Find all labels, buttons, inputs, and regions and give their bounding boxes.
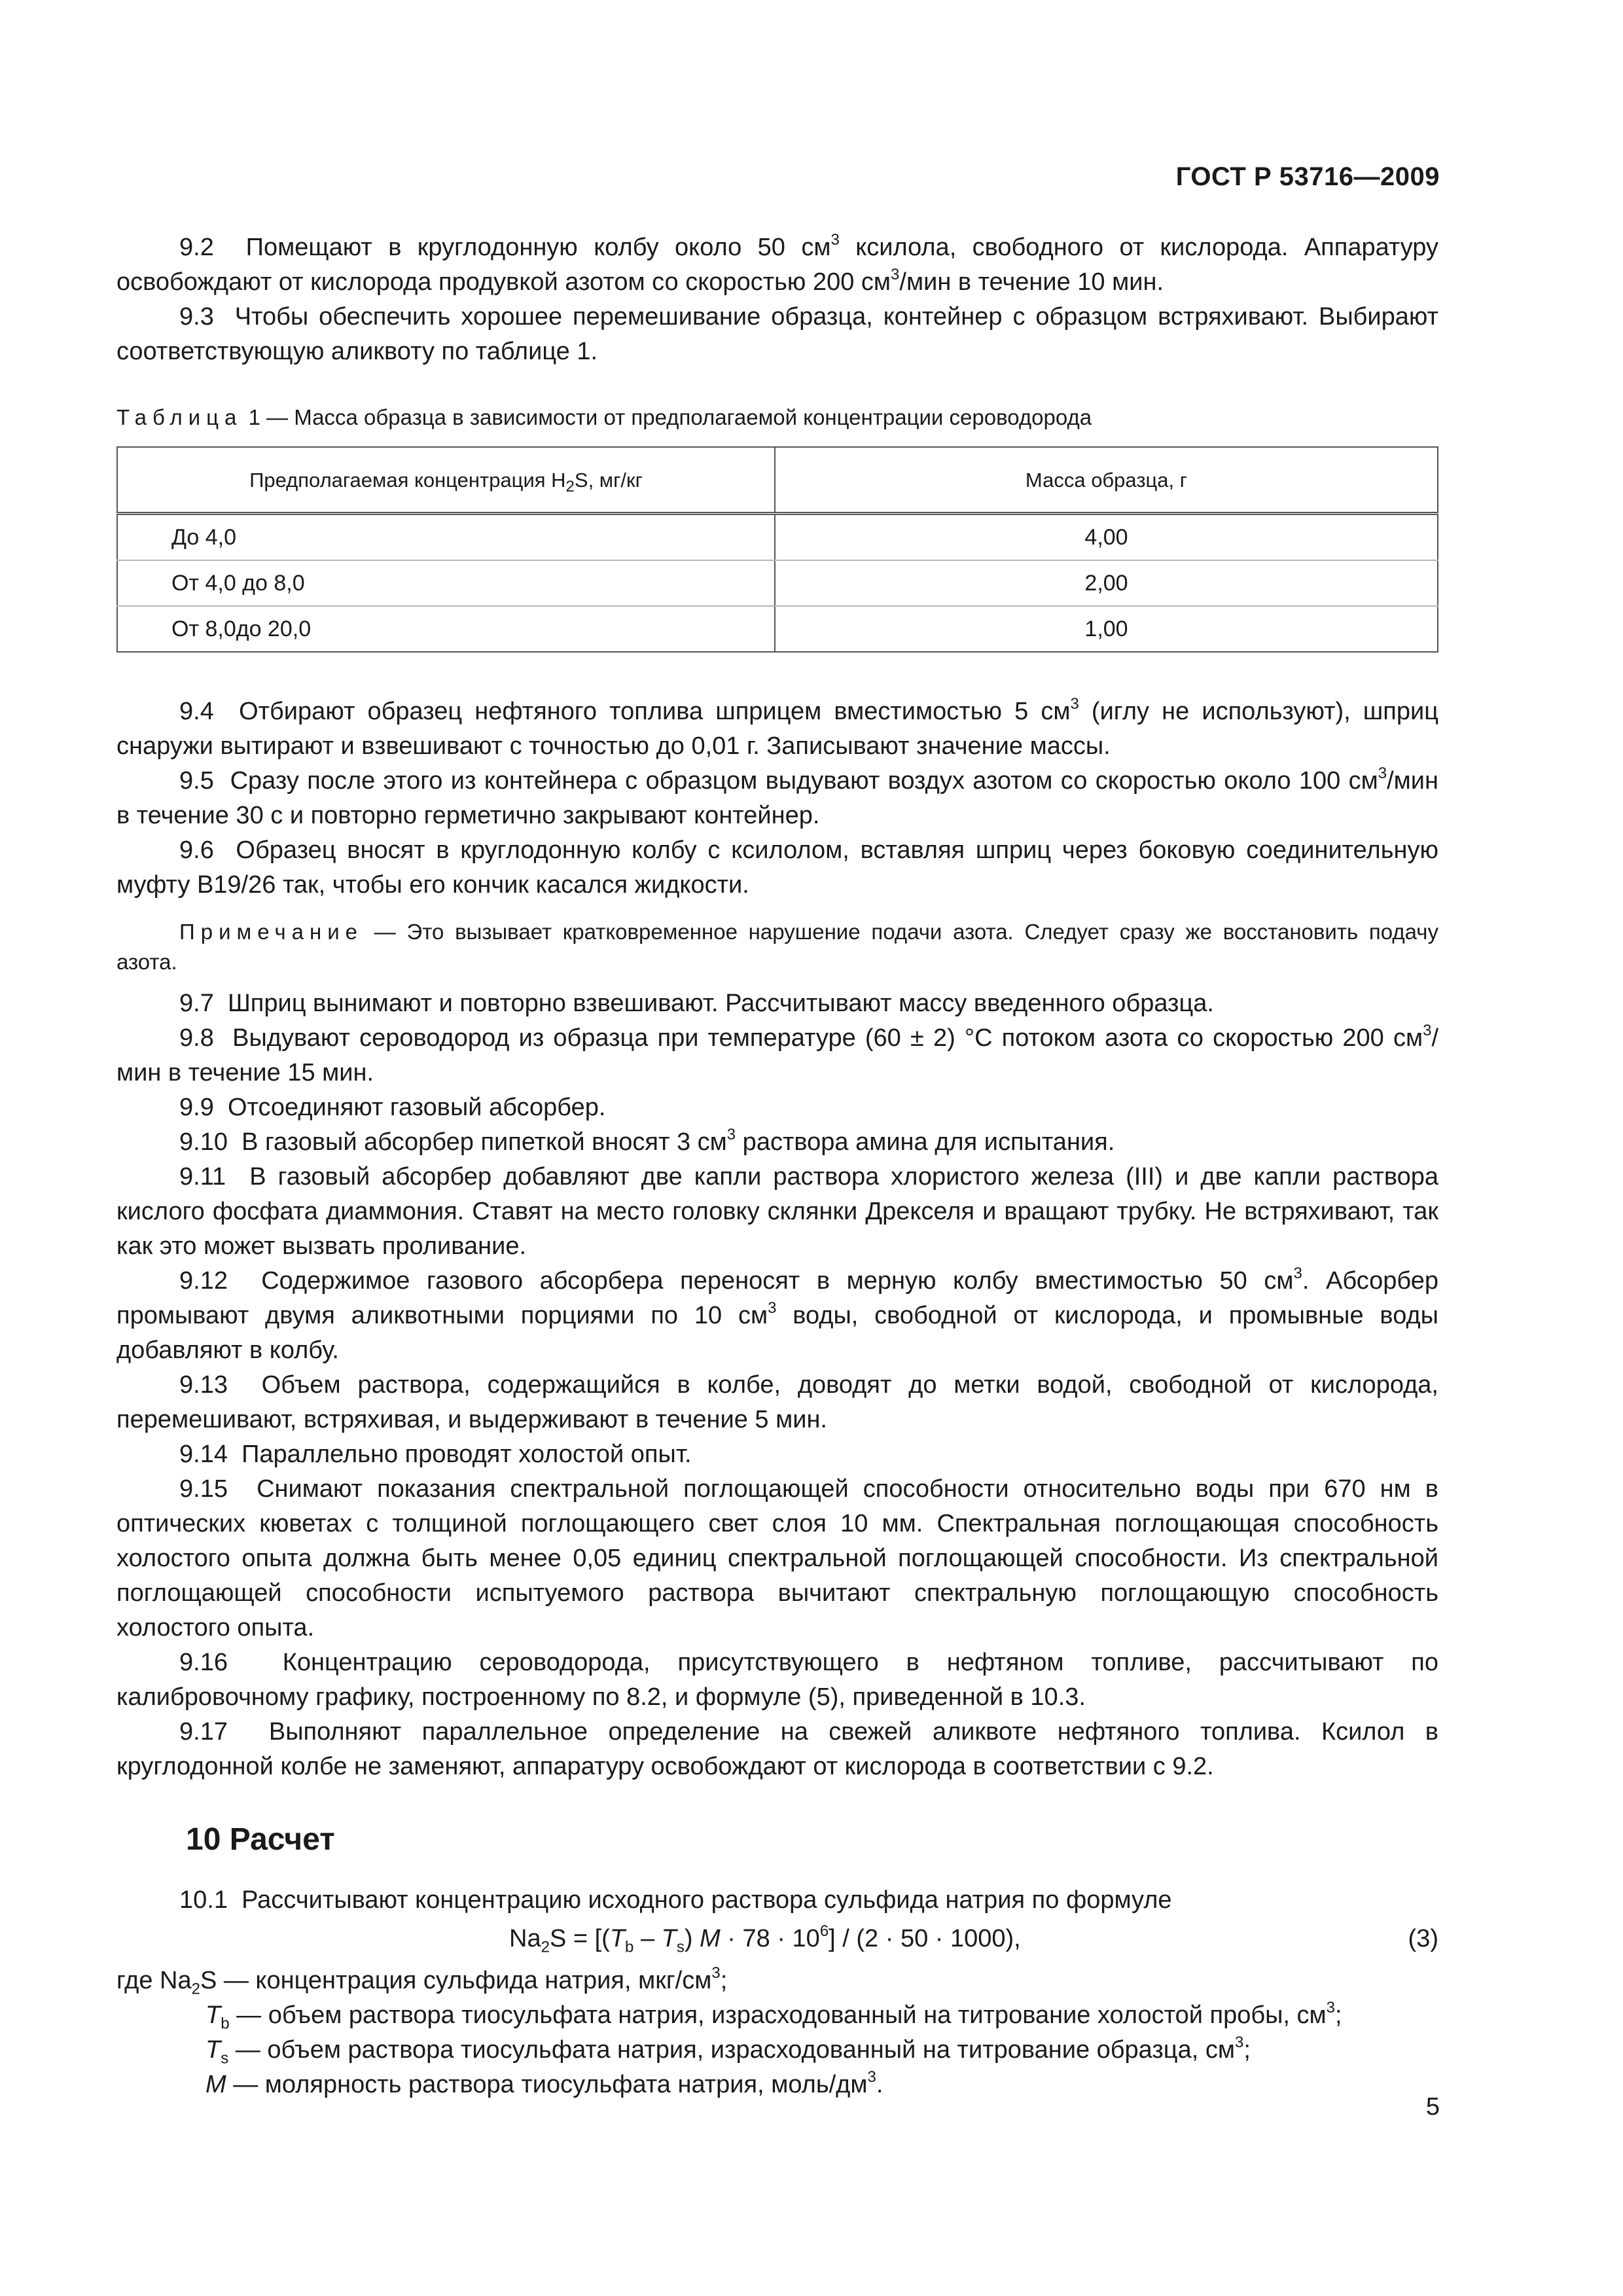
table-cell-concentration: От 4,0 до 8,0 (117, 560, 775, 606)
table-header-concentration: Предполагаемая концентрация $H_2S$, мг/кг (117, 447, 775, 514)
formula-legend (116, 1964, 1438, 2102)
page-content (116, 230, 1438, 2102)
table-row (117, 606, 1438, 652)
document-code: ГОСТ Р 53716—2009 (1175, 162, 1440, 191)
paragraph-9-4: 9.4 Отбирают образец нефтяного топлива шприцем вместимостью 5 $см^3$ (иглу не используют), шприц снаружи вытирают и взвешивают с точностью до 0,01 г. Записывают значение массы. (116, 695, 1438, 760)
paragraph-10-1: 10.1 Рассчитывают концентрацию исходного раствора сульфида натрия по формуле (179, 1886, 1172, 1914)
paragraph-9-7: 9.7 Шприц вынимают и повторно взвешивают. Рассчитывают массу введенного образца. (179, 990, 1214, 1017)
table-cell-concentration: От 8,0до 20,0 (117, 606, 775, 652)
formula-number: (3) (1408, 1925, 1438, 1952)
paragraph-9-13: 9.13 Объем раствора, содержащийся в колбе, доводят до метки водой, свободной от кислорода, перемешивают, встряхивая, и выдерживают в течение 5 мин. (116, 1371, 1438, 1433)
paragraph-9-8: 9.8 Выдувают сероводород из образца при температуре (60 ± 2) °С потоком азота со скоростью 200 $см^3$/мин в течение 15 мин. (116, 1022, 1438, 1086)
table-cell-mass: 2,00 (775, 560, 1438, 606)
table-cell-mass: 4,00 (775, 514, 1438, 561)
paragraph-9-2: 9.2 Помещают в круглодонную колбу около 50 $см^3$ ксилола, свободного от кислорода. Аппаратуру освобождают от кислорода продувкой азотом со скоростью 200 $см^3$/мин в течение 10 мин. (116, 231, 1438, 296)
legend-row-tb: $T_b$ — объем раствора тиосульфата натрия, израсходованный на титрование холостой пробы, $см^3$; (205, 1999, 1342, 2033)
paragraph-9-12: 9.12 Содержимое газового абсорбера переносят в мерную колбу вместимостью 50 $см^3$. Абсорбер промывают двумя аликвотными порциями по 10 $см^3$ воды, свободной от кислорода, и промывные воды добавляют в колбу. (116, 1265, 1438, 1364)
legend-row-ts: $T_s$ — объем раствора тиосульфата натрия, израсходованный на титрование образца, $см^3$; (205, 2034, 1251, 2068)
table-row (117, 560, 1438, 606)
formula-3 (116, 1922, 1438, 1961)
legend-row-na2s: где $Na_2S$ — концентрация сульфида натрия, мкг/$см^3$; (116, 1964, 728, 1998)
table-caption: Таблица 1 — Масса образца в зависимости от предполагаемой концентрации сероводорода (116, 405, 1092, 429)
formula-expression: $Na_2S = [(T_b - T_s) M \cdot 78 \cdot 10^6] / (2 \cdot 50 \cdot 1000)$, (509, 1922, 1021, 1956)
paragraph-9-16: 9.16 Концентрацию сероводорода, присутствующего в нефтяном топливе, рассчитывают по калибровочному графику, построенному по 8.2, и формуле (5), приведенной в 10.3. (116, 1649, 1439, 1711)
table-cell-mass: 1,00 (775, 606, 1438, 652)
paragraph-9-10: 9.10 В газовый абсорбер пипеткой вносят 3 $см^3$ раствора амина для испытания. (179, 1126, 1115, 1156)
paragraph-9-6: 9.6 Образец вносят в круглодонную колбу с ксилолом, вставляя шприц через боковую соединительную муфту В19/26 так, чтобы его кончик касался жидкости. (116, 836, 1438, 899)
sample-mass-table (116, 446, 1438, 653)
page-number: 5 (1425, 2093, 1440, 2121)
table-header-mass: Масса образца, г (775, 447, 1438, 514)
legend-row-m: M — молярность раствора тиосульфата натрия, моль/$дм^3$. (205, 2068, 883, 2098)
paragraph-9-17: 9.17 Выполняют параллельное определение на свежей аликвоте нефтяного топлива. Ксилол в круглодонной колбе не заменяют, аппаратуру освобождают от кислорода в соответствии с 9.2. (116, 1718, 1438, 1780)
procedure-steps (116, 694, 1438, 1784)
section-heading: 10 Расчет (186, 1822, 335, 1857)
paragraph-9-5: 9.5 Сразу после этого из контейнера с образцом выдувают воздух азотом со скоростью около 100 $см^3$/мин в течение 30 с и повторно герметично закрывают контейнер. (116, 764, 1439, 829)
table-cell-concentration: До 4,0 (117, 514, 775, 561)
paragraph-9-9: 9.9 Отсоединяют газовый абсорбер. (179, 1094, 606, 1121)
paragraph-9-11: 9.11 В газовый абсорбер добавляют две капли раствора хлористого железа (III) и две капли раствора кислого фосфата диаммония. Ставят на место головку склянки Дрекселя и вращают трубку. Не встряхивают, так как это может вызвать проливание. (116, 1163, 1438, 1260)
paragraph-9-3: 9.3 Чтобы обеспечить хорошее перемешивание образца, контейнер с образцом встряхивают. Выбирают соответствующую аликвоту по таблице 1. (116, 303, 1439, 365)
table-row (117, 514, 1438, 561)
paragraph-9-15: 9.15 Снимают показания спектральной поглощающей способности относительно воды при 670 нм в оптических кюветах с толщиной поглощающего свет слоя 10 мм. Спектральная поглощающая способность холостого опыта должна быть менее 0,05 единиц спектральной поглощающей способности. Из спектральной поглощающей способности испытуемого раствора вычитают спектральную поглощающую способность холостого опыта. (116, 1475, 1438, 1641)
paragraph-9-14: 9.14 Параллельно проводят холостой опыт. (179, 1441, 692, 1468)
note: Примечание — Это вызывает кратковременное нарушение подачи азота. Следует сразу же восстановить подачу азота. (116, 920, 1438, 974)
